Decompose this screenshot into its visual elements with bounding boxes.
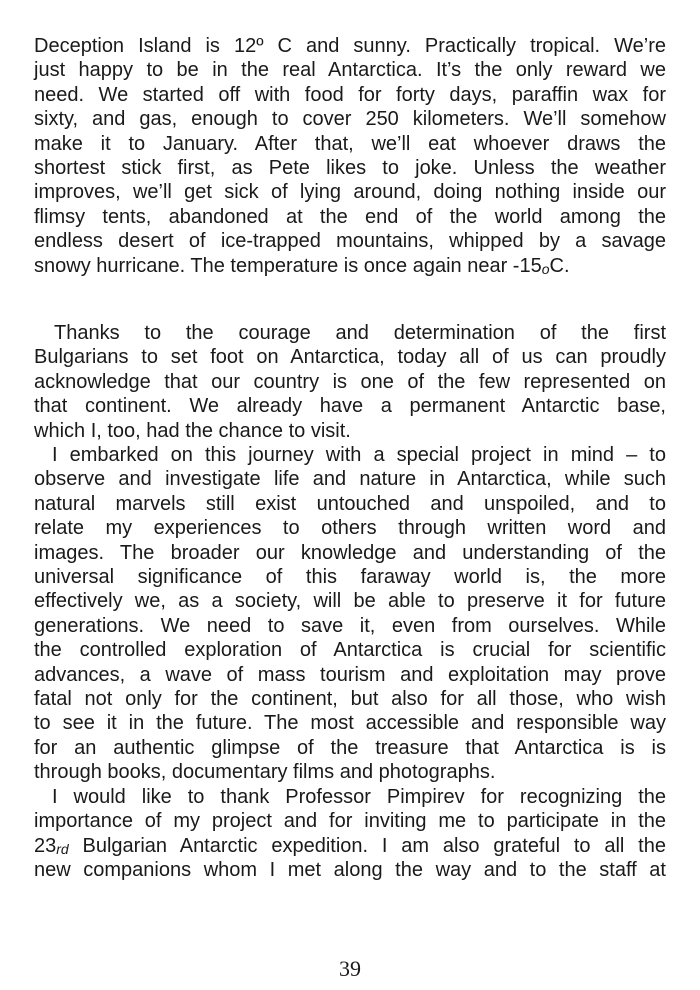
text-line: observe and investigate life and nature in Antarctica, while such <box>34 468 666 491</box>
text-line: importance of my project and for inviting me to participate in the <box>34 810 666 833</box>
text-fragment: snowy hurricane. The temperature is once again near -15 <box>34 254 542 277</box>
text-fragment: Bulgarian Antarctic expedition. I am also grateful to all the <box>68 834 666 857</box>
text-fragment: C. <box>549 254 570 277</box>
text-line: new companions whom I met along the way and to the staff at <box>34 859 666 882</box>
text-line <box>34 834 666 858</box>
text-line: generations. We need to save it, even from ourselves. While <box>34 614 666 637</box>
text-line: endless desert of ice-trapped mountains, whipped by a savage <box>34 230 666 253</box>
paragraph-1 <box>34 34 666 278</box>
paragraph-3 <box>34 443 666 784</box>
text-line: effectively we, as a society, will be able to preserve it for future <box>34 590 666 613</box>
text-line: which I, too, had the chance to visit. <box>34 419 351 442</box>
ordinal-suffix: rd <box>56 840 69 857</box>
text-line: that continent. We already have a permanent Antarctic base, <box>34 395 666 418</box>
text-line: fatal not only for the continent, but also for all those, who wish <box>34 687 666 710</box>
text-line: improves, we’ll get sick of lying around, doing nothing inside our <box>34 181 666 204</box>
text-line: Bulgarians to set foot on Antarctica, today all of us can proudly <box>34 346 666 369</box>
text-line: just happy to be in the real Antarctica. It’s the only reward we <box>34 59 666 82</box>
text-line: Deception Island is 12º C and sunny. Practically tropical. We’re <box>34 35 666 57</box>
page-number: 39 <box>339 956 361 981</box>
text-line: the controlled exploration of Antarctica is crucial for scientific <box>34 639 666 662</box>
degree-subscript: o <box>541 260 550 277</box>
text-line: need. We started off with food for forty days, paraffin wax for <box>34 83 666 106</box>
text-line: natural marvels still exist untouched and unspoiled, and to <box>34 492 666 515</box>
text-fragment: 23 <box>34 834 57 857</box>
text-line: relate my experiences to others through written word and <box>34 517 666 540</box>
text-line: I embarked on this journey with a special project in mind – to <box>52 444 666 466</box>
text-line: to see it in the future. The most accessible and responsible way <box>34 712 666 735</box>
text-line: flimsy tents, abandoned at the end of the world among the <box>34 205 666 228</box>
text-line: for an authentic glimpse of the treasure that Antarctica is is <box>34 736 666 759</box>
text-line: I would like to thank Professor Pimpirev for recognizing the <box>52 786 666 808</box>
paragraph-2 <box>34 321 666 443</box>
text-line: Thanks to the courage and determination of the first <box>54 322 666 344</box>
text-line: images. The broader our knowledge and understanding of the <box>34 541 666 564</box>
text-line: shortest stick first, as Pete likes to joke. Unless the weather <box>34 156 666 179</box>
text-line: advances, a wave of mass tourism and exploitation may prove <box>34 663 666 686</box>
paragraph-4 <box>34 785 666 883</box>
text-line: through books, documentary films and photographs. <box>34 761 496 784</box>
text-line: make it to January. After that, we’ll eat whoever draws the <box>34 132 666 155</box>
text-line: universal significance of this faraway world is, the more <box>34 565 666 588</box>
text-line <box>34 254 666 278</box>
text-line: acknowledge that our country is one of the few represented on <box>34 370 666 393</box>
text-line: sixty, and gas, enough to cover 250 kilometers. We’ll somehow <box>34 108 666 131</box>
